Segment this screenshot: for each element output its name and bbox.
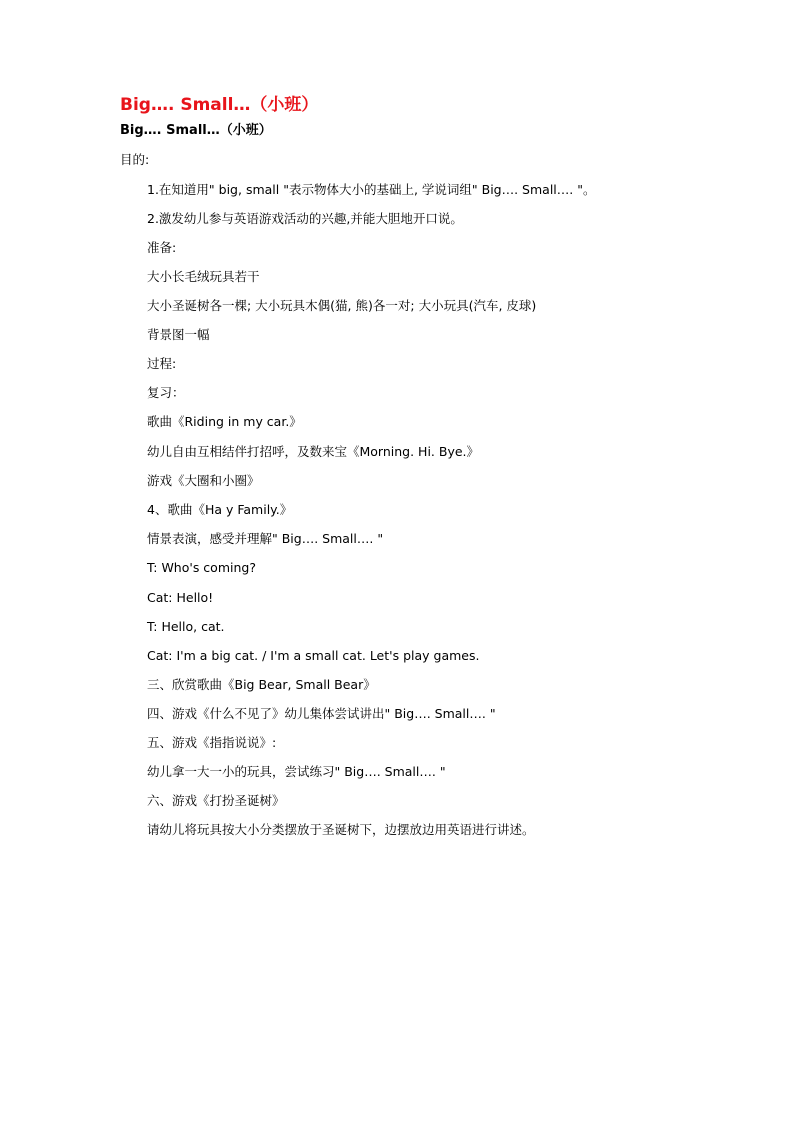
dialogue-line: Cat: I'm a big cat. / I'm a small cat. Let's play games.	[147, 648, 480, 663]
process-review-heading: 复习：	[147, 385, 185, 400]
preparation-item-3: 背景图一幅	[147, 327, 210, 342]
process-step-5: 五、游戏《指指说说》:	[147, 735, 277, 750]
process-line: 请幼儿将玩具按大小分类摆放于圣诞树下，边摆放边用英语进行讲述。	[147, 822, 535, 837]
dialogue-line: T: Who's coming?	[147, 560, 256, 575]
document-title: Big…. Small…（小班）	[120, 95, 319, 115]
process-line: 幼儿拿一大一小的玩具，尝试练习" Big…. Small…. "	[147, 764, 446, 779]
process-step-4: 四、游戏《什么不见了》幼儿集体尝试讲出" Big…. Small…. "	[147, 706, 496, 721]
section-heading-goals: 目的:	[120, 152, 150, 167]
process-line: 情景表演，感受并理解" Big…. Small…. "	[147, 531, 384, 546]
process-line: 4、歌曲《Ha y Family.》	[147, 502, 293, 517]
process-line: 歌曲《Riding in my car.》	[147, 414, 302, 429]
goal-item-1: 1.在知道用" big, small "表示物体大小的基础上, 学说词组" Big…. Small…. "。	[147, 182, 596, 197]
section-heading-process: 过程:	[147, 356, 177, 371]
process-step-6: 六、游戏《打扮圣诞树》	[147, 793, 285, 808]
process-line: 游戏《大圈和小圈》	[147, 473, 260, 488]
document-subtitle: Big…. Small…（小班）	[120, 123, 272, 138]
process-step-3: 三、欣赏歌曲《Big Bear, Small Bear》	[147, 677, 376, 692]
preparation-item-1: 大小长毛绒玩具若干	[147, 269, 260, 284]
dialogue-line: T: Hello, cat.	[147, 619, 225, 634]
preparation-item-2: 大小圣诞树各一棵; 大小玩具木偶(猫, 熊)各一对; 大小玩具(汽车, 皮球)	[147, 298, 537, 313]
dialogue-line: Cat: Hello!	[147, 590, 214, 605]
process-line: 幼儿自由互相结伴打招呼，及数来宝《Morning. Hi. Bye.》	[147, 444, 480, 459]
section-heading-preparation: 准备:	[147, 240, 177, 255]
goal-item-2: 2.激发幼儿参与英语游戏活动的兴趣,并能大胆地开口说。	[147, 211, 463, 226]
